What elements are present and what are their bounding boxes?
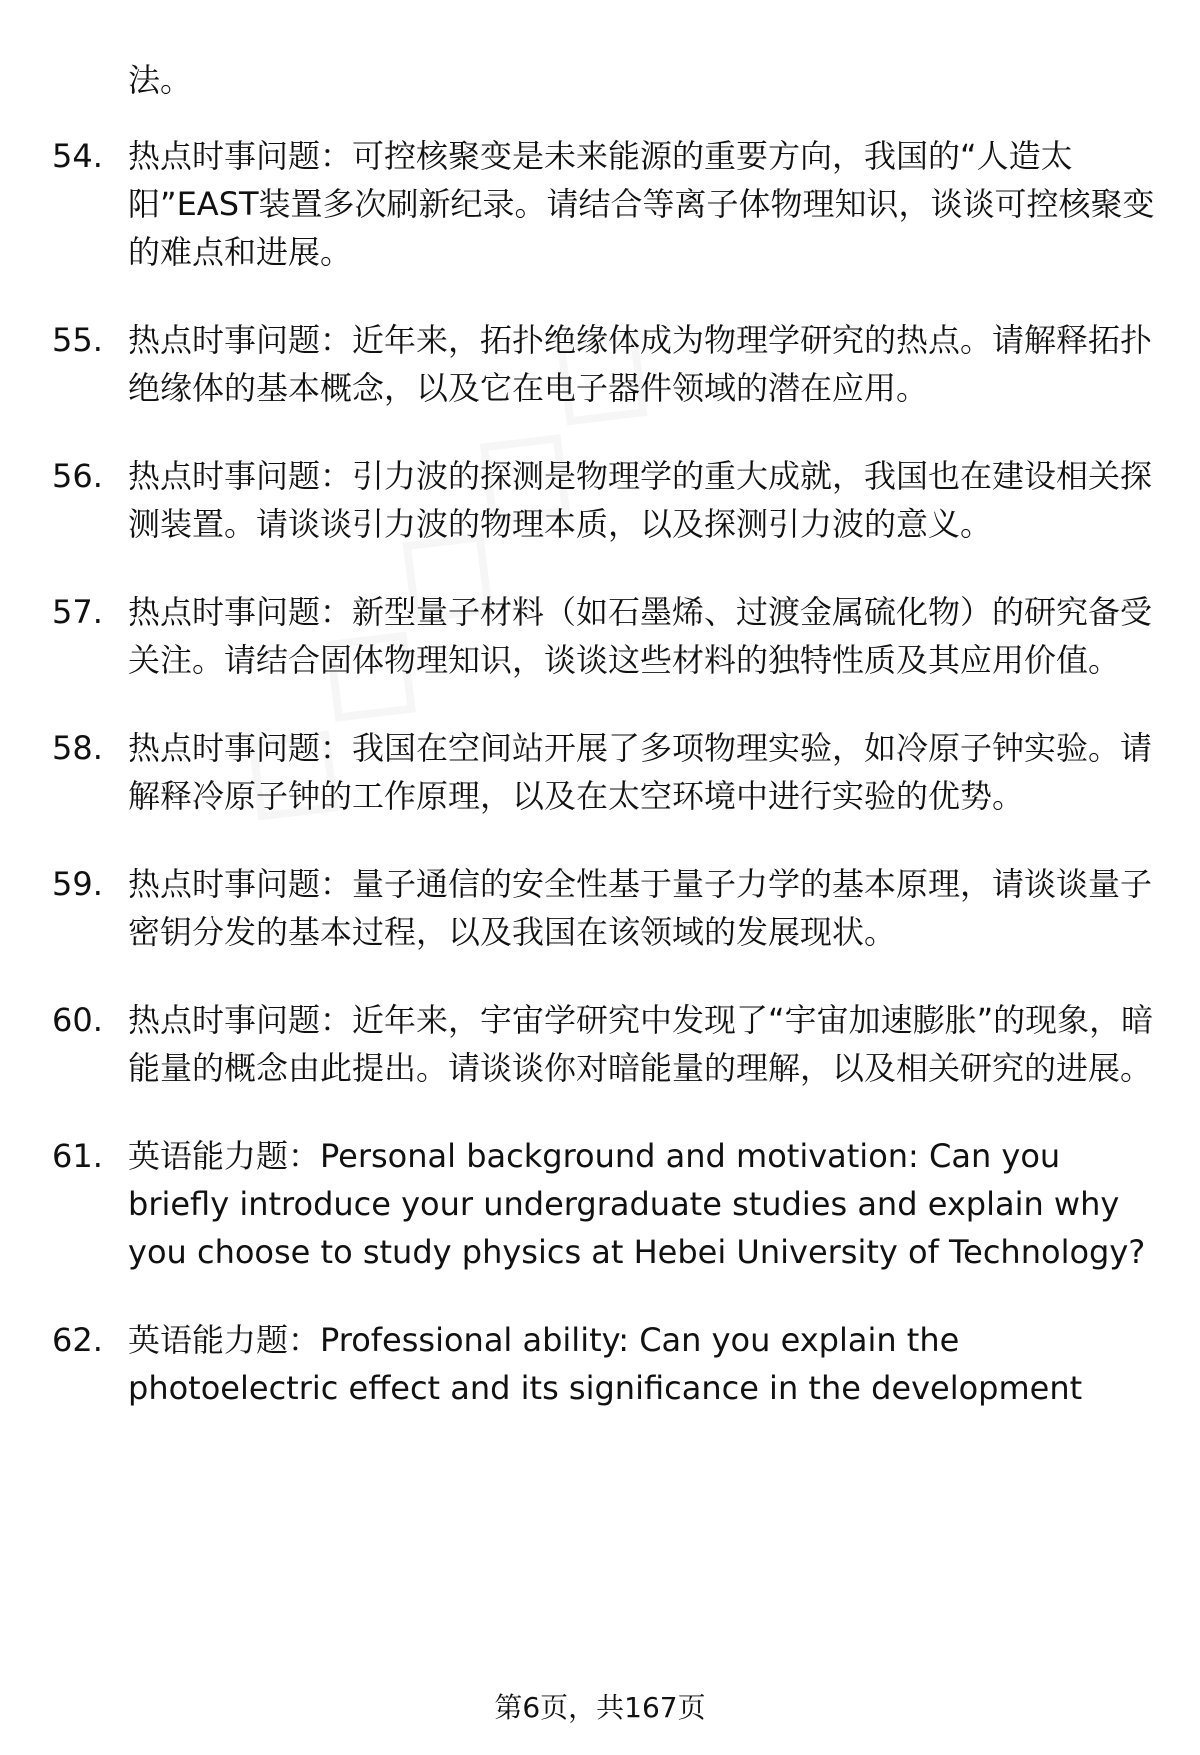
question-item [0,860,1156,956]
question-item [0,452,1156,548]
question-number: 60. [52,1001,103,1039]
question-item [0,132,1156,276]
question-number: 56. [52,457,103,495]
question-item [0,1316,1156,1412]
question-item [0,588,1156,684]
question-item [0,724,1156,820]
page-footer: 第6页，共167页 [494,1691,706,1724]
question-text: 热点时事问题：我国在空间站开展了多项物理实验，如冷原子钟实验。请解释冷原子钟的工作原理，以及在太空环境中进行实验的优势。 [128,729,1153,815]
question-item [0,996,1156,1092]
question-text: 热点时事问题：引力波的探测是物理学的重大成就，我国也在建设相关探测装置。请谈谈引力波的物理本质，以及探测引力波的意义。 [128,457,1153,543]
question-item [0,316,1156,412]
question-text: 热点时事问题：量子通信的安全性基于量子力学的基本原理，请谈谈量子密钥分发的基本过程，以及我国在该领域的发展现状。 [128,865,1153,951]
question-text: 热点时事问题：近年来，拓扑绝缘体成为物理学研究的热点。请解释拓扑绝缘体的基本概念，以及它在电子器件领域的潜在应用。 [128,321,1153,407]
question-number: 61. [52,1137,103,1175]
question-number: 59. [52,865,103,903]
continuation-text: 法。 [128,61,193,99]
question-list [0,132,1200,1452]
question-number: 55. [52,321,103,359]
question-text: 热点时事问题：近年来，宇宙学研究中发现了“宇宙加速膨胀”的现象，暗能量的概念由此提出。请谈谈你对暗能量的理解，以及相关研究的进展。 [128,1001,1154,1087]
question-text: 英语能力题：Professional ability: Can you explain the photoelectric effect and its significance in the development [128,1321,1083,1407]
question-number: 54. [52,137,103,175]
question-text: 英语能力题：Personal background and motivation: Can you briefly introduce your undergraduate studies and explain why you choose to study physics at Hebei University of Technology? [128,1137,1146,1271]
question-text: 热点时事问题：可控核聚变是未来能源的重要方向，我国的“人造太阳”EAST装置多次刷新纪录。请结合等离子体物理知识，谈谈可控核聚变的难点和进展。 [128,137,1155,271]
question-number: 62. [52,1321,103,1359]
question-number: 57. [52,593,103,631]
question-item [0,1132,1156,1276]
question-number: 58. [52,729,103,767]
question-text: 热点时事问题：新型量子材料（如石墨烯、过渡金属硫化物）的研究备受关注。请结合固体物理知识，谈谈这些材料的独特性质及其应用价值。 [128,593,1153,679]
